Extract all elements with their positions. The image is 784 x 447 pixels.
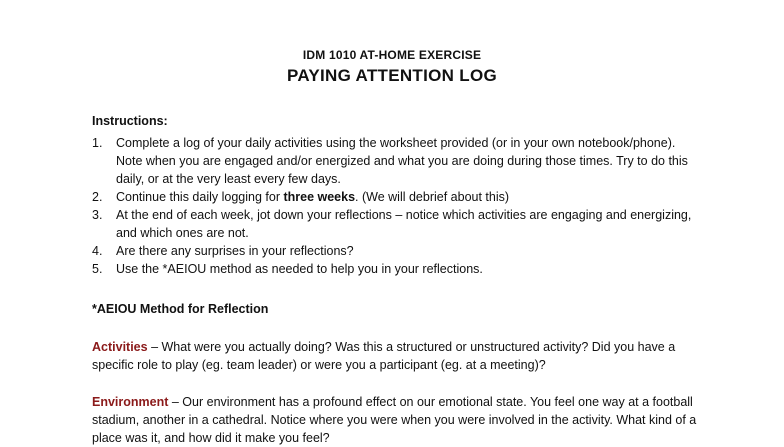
list-item [92,134,702,188]
list-item [92,242,702,260]
environment-term: Environment [92,395,169,409]
method-heading: *AEIOU Method for Reflection [92,302,269,316]
list-text: At the end of each week, jot down your reflections – notice which activities are engaging and energizing, and which ones are not. [116,208,692,240]
list-item [92,188,702,206]
list-number: 4. [92,244,103,258]
environment-paragraph [92,393,702,447]
list-text: Use the *AEIOU method as needed to help you in your reflections. [116,262,483,276]
list-text: Continue this daily logging for [116,190,284,204]
list-item [92,260,702,278]
list-number: 3. [92,208,103,222]
activities-term: Activities [92,340,148,354]
activities-text: – What were you actually doing? Was this a structured or unstructured activity? Did you have a specific role to play (eg. team leader) or were you a participant (eg. at a meeting)? [92,340,676,372]
list-item [92,206,702,242]
activities-paragraph [92,338,702,374]
environment-text: – Our environment has a profound effect on our emotional state. You feel one way at a football stadium, another in a cathedral. Notice where you were when you were involved in the activity. What kind of a place was it, and how did it make you feel? [92,395,697,445]
list-text: Complete a log of your daily activities using the worksheet provided (or in your own notebook/phone). Note when you are engaged and/or energized and what you are doing during those times. Try to do this daily, or at the very least every few days. [116,136,688,186]
instructions-list [92,134,702,278]
list-text: Are there any surprises in your reflections? [116,244,354,258]
list-number: 1. [92,136,103,150]
list-number: 5. [92,262,103,276]
list-text-bold: three weeks [283,190,356,204]
page-title: PAYING ATTENTION LOG [286,66,497,85]
course-subtitle: IDM 1010 AT-HOME EXERCISE [302,48,482,62]
list-number: 2. [92,190,103,204]
instructions-heading: Instructions: [92,114,168,128]
list-text: . (We will debrief about this) [355,190,510,204]
